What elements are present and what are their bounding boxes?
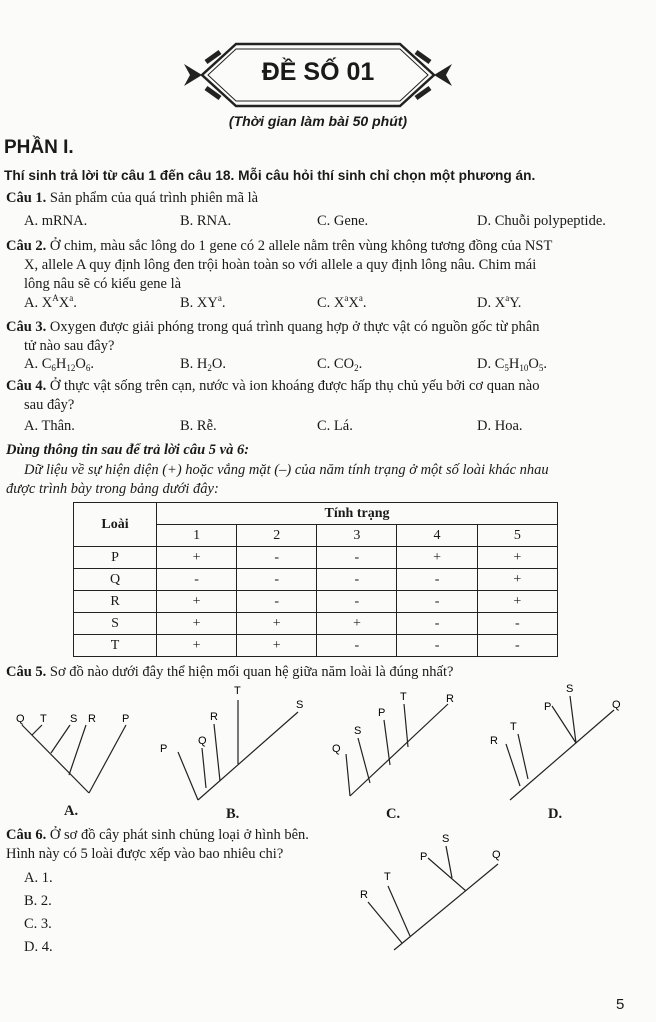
tree-q6-label-4: T <box>384 871 391 883</box>
info-line1: Dữ liệu về sự hiện diện (+) hoặc vắng mặt (–) của năm tính trạng ở một số loài khác nhau <box>24 462 549 478</box>
q4-option-b: B. Rễ. <box>180 418 217 434</box>
question-2 <box>6 237 646 294</box>
tree-a-label-2: T <box>40 713 47 725</box>
q2-line1: Ở chim, màu sắc lông do 1 gene có 2 allele nằm trên vùng không tương đồng của NST <box>49 238 553 254</box>
q5-option-b: B. <box>226 806 240 822</box>
tree-q6-label-2: P <box>420 851 428 863</box>
q3-option-b: B. $H_2O$. <box>180 356 227 373</box>
q2-option-a: A. $X^AX^a$. <box>24 293 77 311</box>
q2-line2: X, allele A quy định lông đen trội hoàn toàn so với allele a quy định lông nâu. Chim mái <box>24 257 537 273</box>
part-instruction: Thí sinh trả lời từ câu 1 đến câu 18. Mỗi câu hỏi thí sinh chỉ chọn một phương án. <box>4 168 536 183</box>
page-subtitle: (Thời gian làm bài 50 phút) <box>228 113 408 129</box>
q4-option-c: C. Lá. <box>317 418 353 434</box>
q1-option-c: C. Gene. <box>317 213 369 229</box>
q2-option-c: C. $X^aX^a$. <box>317 293 367 311</box>
q2-option-b: B. $XY^a$. <box>180 293 226 311</box>
q5-option-d: D. <box>548 806 563 822</box>
q2-label: Câu 2. <box>6 238 47 254</box>
q2-option-d: D. $X^aY$. <box>477 293 522 311</box>
table-row: S + + + - - <box>74 613 558 635</box>
q6-label: Câu 6. <box>6 827 47 843</box>
trait-table <box>73 502 558 657</box>
table-row: Q - - - - + <box>74 569 558 591</box>
tree-c-label-2: R <box>446 693 454 705</box>
tree-d-label-4: T <box>510 721 517 733</box>
tree-c-label-5: Q <box>332 743 341 755</box>
tree-a-label-1: Q <box>16 713 25 725</box>
q1-label: Câu 1. <box>6 190 47 206</box>
q6-option-d: D. 4. <box>24 939 53 955</box>
table-row: R + - - - + <box>74 591 558 613</box>
q5-text: Sơ đồ nào dưới đây thể hiện mối quan hệ giữa năm loài là đúng nhất? <box>49 664 454 680</box>
tree-b-label-3: S <box>296 699 304 711</box>
q1-option-b: B. RNA. <box>180 213 232 229</box>
info-lead: Dùng thông tin sau để trả lời câu 5 và 6: <box>6 442 250 458</box>
q4-option-a: A. Thân. <box>24 418 75 434</box>
q3-option-d: D. $C_5H_{10}O_5$. <box>477 356 547 373</box>
tree-q6-label-5: R <box>360 889 368 901</box>
tree-q6-label-3: Q <box>492 849 501 861</box>
page-number: 5 <box>616 996 625 1013</box>
tree-a-label-4: R <box>88 713 96 725</box>
q6-line1: Ở sơ đồ cây phát sinh chủng loại ở hình bên. <box>49 827 309 843</box>
part-title: PHẦN I. <box>4 137 74 158</box>
q6-option-a: A. 1. <box>24 870 53 886</box>
table-header-species: Loài <box>74 503 157 547</box>
tree-q6-label-1: S <box>442 833 450 845</box>
info-text <box>6 461 651 499</box>
table-header-traits: Tính trạng <box>157 503 558 525</box>
question-1 <box>6 189 258 208</box>
tree-b-label-5: P <box>160 743 168 755</box>
tree-d-label-1: S <box>566 683 574 695</box>
q1-text: Sản phẩm của quá trình phiên mã là <box>49 190 259 206</box>
tree-a-label-5: P <box>122 713 130 725</box>
q6-line2: Hình này có 5 loài được xếp vào bao nhiêu chi? <box>6 846 284 862</box>
tree-b-label-1: T <box>234 685 241 697</box>
q1-option-a: A. mRNA. <box>24 213 88 229</box>
question-6 <box>6 826 309 864</box>
tree-diagram-b <box>158 680 318 805</box>
tree-d-label-3: Q <box>612 699 621 711</box>
q5-option-a: A. <box>64 803 79 819</box>
q6-option-b: B. 2. <box>24 893 52 909</box>
tree-b-label-4: Q <box>198 735 207 747</box>
q5-option-c: C. <box>386 806 401 822</box>
q3-line2: tử nào sau đây? <box>24 338 115 354</box>
tree-c-label-1: T <box>400 691 407 703</box>
tree-diagram-c <box>328 686 468 806</box>
table-row: P + - - + + <box>74 547 558 569</box>
tree-c-label-4: S <box>354 725 362 737</box>
table-trait-numbers: 1 2 3 4 5 <box>74 525 558 547</box>
q3-label: Câu 3. <box>6 319 47 335</box>
q4-line1: Ở thực vật sống trên cạn, nước và ion khoáng được hấp thụ chủ yếu bởi cơ quan nào <box>49 378 540 394</box>
tree-b-label-2: R <box>210 711 218 723</box>
q2-line3: lông nâu sẽ có kiểu gene là <box>24 276 182 292</box>
q4-option-d: D. Hoa. <box>477 418 523 434</box>
page-title: ĐỀ SỐ 01 <box>261 58 375 86</box>
q3-line1: Oxygen được giải phóng trong quá trình quang hợp ở thực vật có nguồn gốc từ phân <box>49 319 540 335</box>
question-3 <box>6 318 646 356</box>
q4-line2: sau đây? <box>24 397 75 413</box>
q1-option-d: D. Chuỗi polypeptide. <box>477 213 606 229</box>
tree-c-label-3: P <box>378 707 386 719</box>
q3-option-a: A. $C_6H_{12}O_6$. <box>24 356 94 373</box>
question-4 <box>6 377 646 415</box>
tree-diagram-a <box>14 705 154 805</box>
q4-label: Câu 4. <box>6 378 47 394</box>
tree-diagram-q6 <box>356 828 516 958</box>
tree-d-label-2: P <box>544 701 552 713</box>
q3-option-c: C. $CO_2$. <box>317 356 363 373</box>
tree-a-label-3: S <box>70 713 78 725</box>
q6-option-c: C. 3. <box>24 916 52 932</box>
tree-diagram-d <box>480 680 640 805</box>
q5-label: Câu 5. <box>6 664 47 680</box>
tree-d-label-5: R <box>490 735 498 747</box>
table-row: T + + - - - <box>74 635 558 657</box>
info-line2: được trình bày trong bảng dưới đây: <box>6 481 219 497</box>
